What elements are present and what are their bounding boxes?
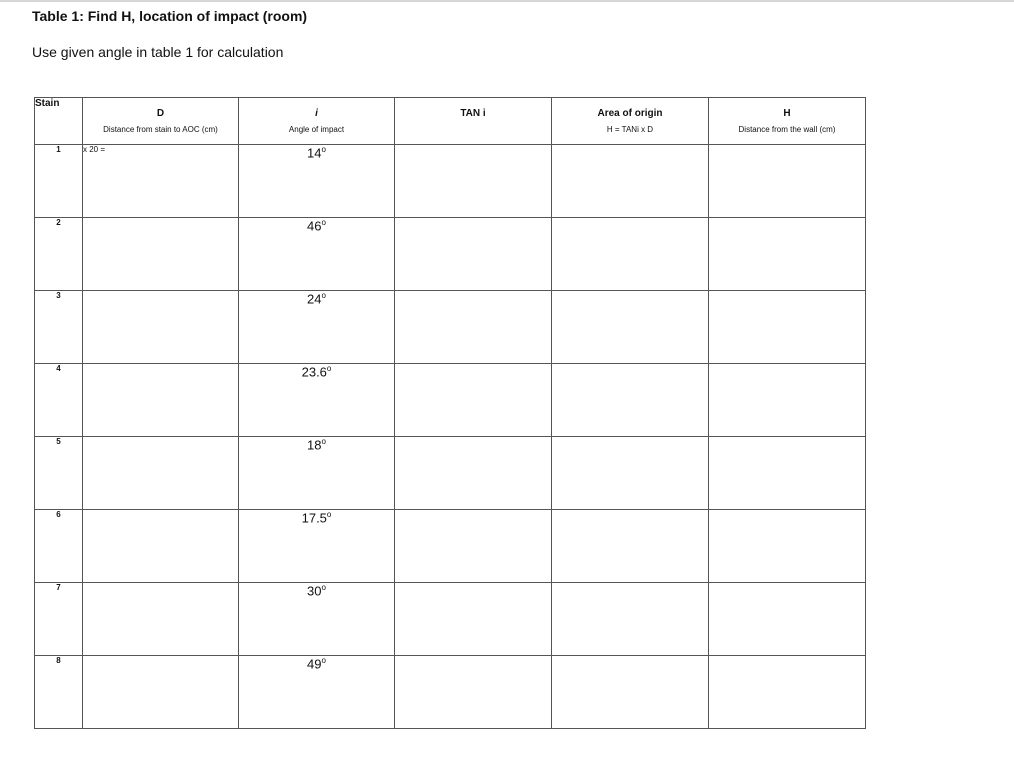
distance-cell[interactable]	[83, 291, 239, 364]
header-stain: Stain	[35, 98, 83, 145]
degree-symbol: o	[321, 583, 326, 592]
table-row	[35, 218, 866, 291]
tan-cell[interactable]	[395, 291, 552, 364]
angle-cell	[239, 583, 395, 656]
degree-symbol: o	[321, 145, 326, 154]
h-cell[interactable]	[709, 583, 866, 656]
h-cell[interactable]	[709, 656, 866, 729]
distance-cell[interactable]	[83, 583, 239, 656]
header-d	[83, 98, 239, 145]
header-h	[709, 98, 866, 145]
area-cell[interactable]	[552, 583, 709, 656]
h-cell[interactable]	[709, 145, 866, 218]
tan-cell[interactable]	[395, 437, 552, 510]
header-angle-subtitle: Angle of impact	[288, 125, 345, 134]
angle-cell	[239, 437, 395, 510]
stain-number: 6	[35, 510, 83, 583]
tan-cell[interactable]	[395, 583, 552, 656]
table-row	[35, 656, 866, 729]
page-title: Table 1: Find H, location of impact (room)	[32, 8, 308, 24]
table-row	[35, 364, 866, 437]
header-d-title: D	[156, 108, 165, 119]
h-cell[interactable]	[709, 218, 866, 291]
area-cell[interactable]	[552, 218, 709, 291]
table-row	[35, 145, 866, 218]
header-angle	[239, 98, 395, 145]
tan-cell[interactable]	[395, 656, 552, 729]
tan-cell[interactable]	[395, 218, 552, 291]
distance-cell[interactable]	[83, 364, 239, 437]
header-area	[552, 98, 709, 145]
area-cell[interactable]	[552, 145, 709, 218]
instructions-text: Use given angle in table 1 for calculation	[32, 44, 284, 60]
distance-cell[interactable]	[83, 437, 239, 510]
header-h-subtitle: Distance from the wall (cm)	[738, 125, 836, 134]
table-row	[35, 291, 866, 364]
header-area-formula: H = TANi x D	[606, 125, 654, 134]
table-row	[35, 583, 866, 656]
angle-value: 23.6	[301, 364, 327, 380]
header-tan-title: TAN i	[460, 108, 486, 119]
h-cell[interactable]	[709, 510, 866, 583]
table-row	[35, 510, 866, 583]
distance-cell[interactable]	[83, 218, 239, 291]
angle-cell	[239, 291, 395, 364]
table-row	[35, 437, 866, 510]
angle-value: 49	[307, 656, 322, 672]
angle-value: 24	[307, 291, 322, 307]
distance-cell[interactable]: x 20 =	[83, 145, 239, 218]
angle-value: 17.5	[301, 510, 327, 526]
area-cell[interactable]	[552, 437, 709, 510]
header-row	[35, 98, 866, 145]
h-cell[interactable]	[709, 437, 866, 510]
h-cell[interactable]	[709, 291, 866, 364]
tan-cell[interactable]	[395, 145, 552, 218]
stain-number: 3	[35, 291, 83, 364]
degree-symbol: o	[326, 364, 332, 373]
angle-value: 46	[307, 218, 322, 234]
h-cell[interactable]	[709, 364, 866, 437]
area-cell[interactable]	[552, 656, 709, 729]
tan-cell[interactable]	[395, 364, 552, 437]
tan-cell[interactable]	[395, 510, 552, 583]
angle-cell	[239, 145, 395, 218]
distance-cell[interactable]	[83, 510, 239, 583]
top-divider	[0, 0, 1014, 2]
stain-number: 1	[35, 145, 83, 218]
header-h-title: H	[783, 108, 791, 119]
header-tan	[395, 98, 552, 145]
stain-number: 5	[35, 437, 83, 510]
area-cell[interactable]	[552, 510, 709, 583]
angle-value: 14	[307, 145, 322, 161]
angle-value: 18	[307, 437, 322, 453]
degree-symbol: o	[321, 291, 326, 300]
angle-cell	[239, 218, 395, 291]
degree-symbol: o	[321, 656, 326, 665]
degree-symbol: o	[326, 510, 332, 519]
header-d-subtitle: Distance from stain to AOC (cm)	[103, 125, 218, 134]
stain-number: 4	[35, 364, 83, 437]
degree-symbol: o	[321, 437, 326, 446]
stain-number: 8	[35, 656, 83, 729]
area-cell[interactable]	[552, 291, 709, 364]
stain-number: 2	[35, 218, 83, 291]
angle-cell	[239, 510, 395, 583]
stain-number: 7	[35, 583, 83, 656]
header-area-title: Area of origin	[597, 108, 663, 119]
angle-value: 30	[307, 583, 322, 599]
area-cell[interactable]	[552, 364, 709, 437]
degree-symbol: o	[321, 218, 326, 227]
header-angle-title: i	[315, 108, 318, 119]
calculation-table	[34, 97, 866, 729]
angle-cell	[239, 656, 395, 729]
angle-cell	[239, 364, 395, 437]
distance-cell[interactable]	[83, 656, 239, 729]
